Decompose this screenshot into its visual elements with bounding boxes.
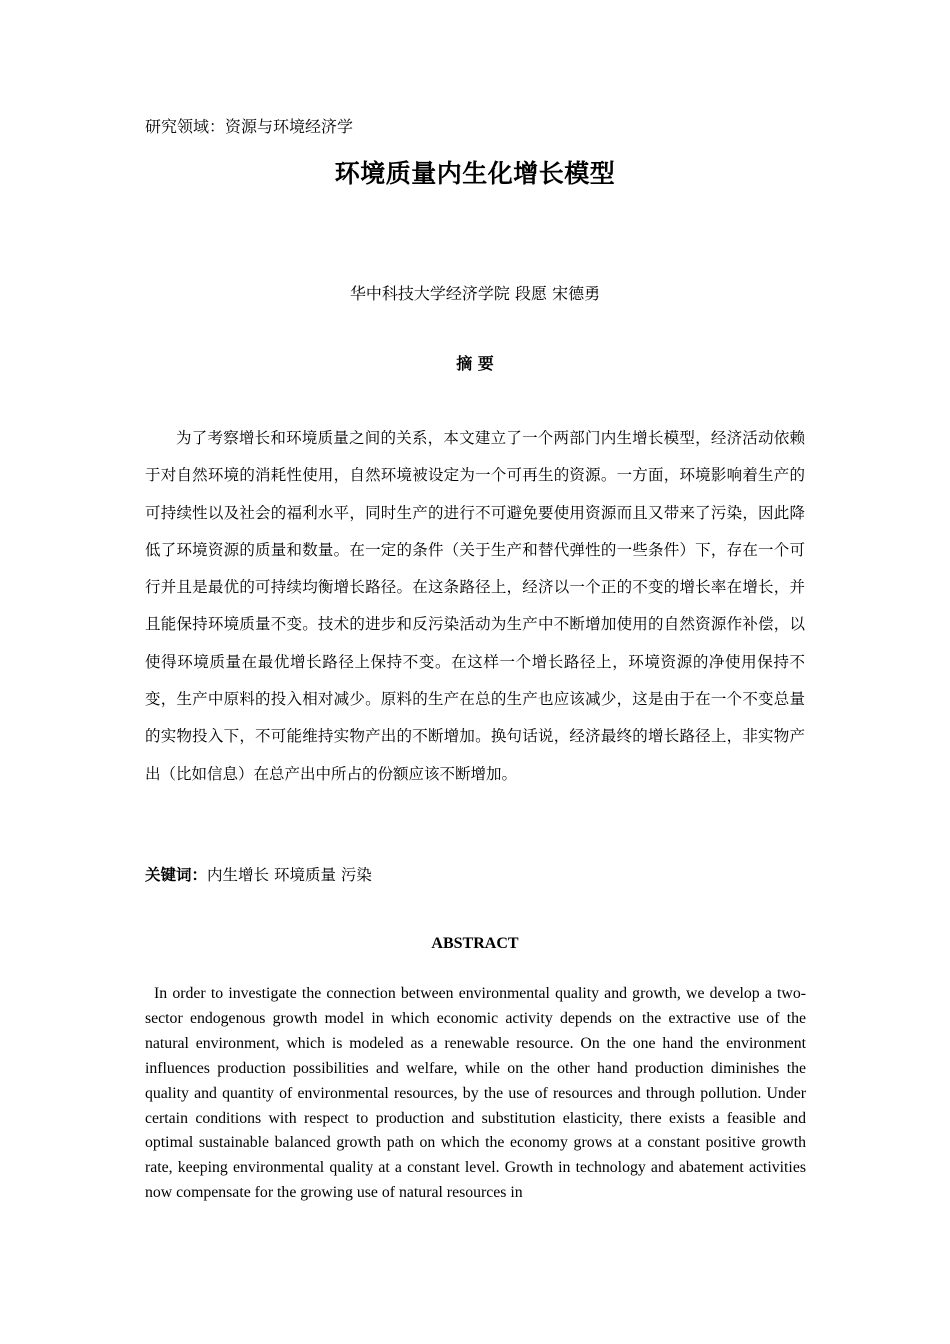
author-affiliation: 华中科技大学经济学院 段愿 宋德勇 (349, 284, 601, 303)
keywords-values: 内生增长 环境质量 污染 (207, 866, 372, 884)
paper-title: 环境质量内生化增长模型 (334, 159, 616, 188)
keywords-label: 关键词： (145, 865, 208, 884)
keywords-line (145, 864, 372, 886)
abstract-heading-cn: 摘 要 (456, 354, 494, 373)
abstract-body-cn: 为了考察增长和环境质量之间的关系，本文建立了一个两部门内生增长模型，经济活动依赖于对自然环境的消耗性使用，自然环境被设定为一个可再生的资源。一方面，环境影响着生产的可持续性以及社会的福利水平，同时生产的进行不可避免要使用资源而且又带来了污染，因此降低了环境资源的质量和数量。在一定的条件（关于生产和替代弹性的一些条件）下，存在一个可行并且是最优的可持续均衡增长路径。在这条路径上，经济以一个正的不变的增长率在增长，并且能保持环境质量不变。技术的进步和反污染活动为生产中不断增加使用的自然资源作补偿，以使得环境质量在最优增长路径上保持不变。在这样一个增长路径上，环境资源的净使用保持不变，生产中原料的投入相对减少。原料的生产在总的生产也应该减少，这是由于在一个不变总量的实物投入下，不可能维持实物产出的不断增加。换句话说，经济最终的增长路径上，非实物产出（比如信息）在总产出中所占的份额应该不断增加。 (145, 429, 805, 783)
abstract-heading-en: ABSTRACT (431, 935, 519, 952)
research-field-label: 研究领域：资源与环境经济学 (145, 117, 354, 136)
abstract-body-en: In order to investigate the connection between environmental quality and growth, we develop a two-sector endogenous growth model in which economic activity depends on the extractive use of the natural environment, which is modeled as a renewable resource. On the one hand the environment influences production possibilities and welfare, while on the other hand production diminishes the quality and quantity of environmental resources, by the use of resources and through pollution. Under certain conditions with respect to production and substitution elasticity, there exists a feasible and optimal sustainable balanced growth path on which the economy grows at a constant positive growth rate, keeping environmental quality at a constant level. Growth in technology and abatement activities now compensate for the growing use of natural resources in (145, 985, 806, 1202)
